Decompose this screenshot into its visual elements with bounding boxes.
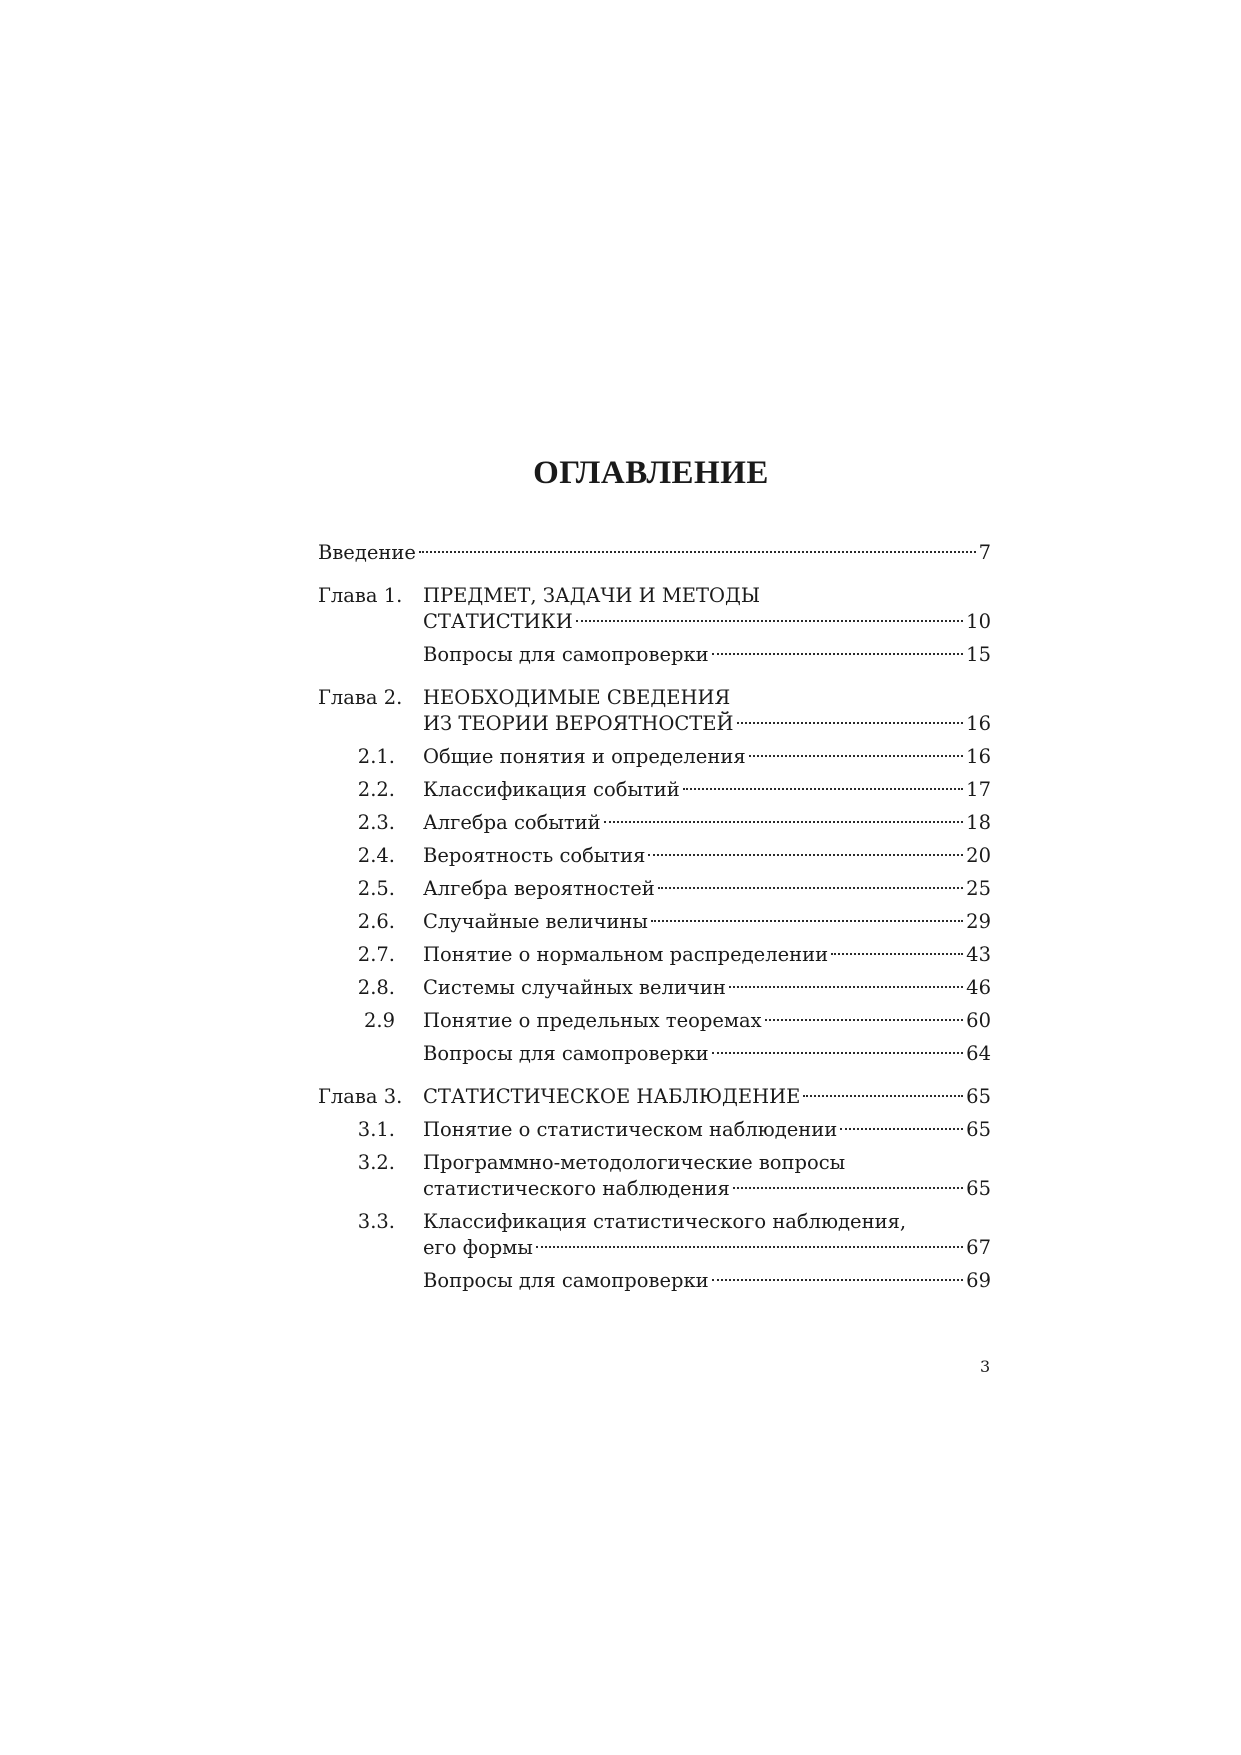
page-number: 3 (980, 1357, 991, 1376)
toc-entry-page: 64 (966, 1042, 991, 1065)
toc-entry-section-3-3[interactable] (318, 1209, 991, 1261)
toc-entry-section-3-1[interactable] (318, 1117, 991, 1143)
dot-leader (733, 1187, 963, 1189)
toc-entry-number: 2.4. (357, 844, 395, 867)
toc-entry-number: Глава 3. (318, 1085, 403, 1108)
dot-leader (712, 1052, 963, 1054)
toc-entry-title-line: статистического наблюдения (423, 1177, 730, 1200)
toc-entry-page: 17 (966, 778, 991, 801)
dot-leader (604, 821, 964, 823)
toc-entry-title: Общие понятия и определения (423, 745, 746, 768)
toc-entry-title: Понятие о нормальном распределении (423, 943, 829, 966)
toc-entry-title: Классификация событий (423, 778, 680, 801)
toc-entry-number: 3.1. (357, 1118, 395, 1141)
toc-entry-title-line: Программно-методологические вопросы (423, 1151, 846, 1174)
toc-entry-page: 46 (966, 976, 991, 999)
toc-entry-title: СТАТИСТИЧЕСКОЕ НАБЛЮДЕНИЕ (423, 1085, 801, 1108)
toc-entry-title: Вопросы для самопроверки (423, 643, 709, 666)
toc-entry-page: 16 (966, 712, 991, 735)
toc-entry-section-2-9[interactable] (318, 1008, 991, 1034)
toc-entry-number: 2.8. (357, 976, 395, 999)
toc-entry-page: 65 (966, 1118, 991, 1141)
toc-entry-page: 10 (966, 610, 991, 633)
toc-entry-section-2-1[interactable] (318, 744, 991, 770)
toc-entry-page: 67 (966, 1236, 991, 1259)
dot-leader (576, 620, 963, 622)
dot-leader (658, 887, 963, 889)
toc-entry-chapter-3[interactable] (318, 1084, 991, 1110)
toc-entry-introduction[interactable] (318, 540, 991, 566)
dot-leader (419, 551, 976, 553)
toc-entry-page: 65 (966, 1177, 991, 1200)
dot-leader (749, 755, 964, 757)
dot-leader (712, 653, 963, 655)
dot-leader (840, 1128, 963, 1130)
toc-entry-page: 60 (966, 1009, 991, 1032)
toc-entry-page: 7 (978, 541, 991, 564)
toc-entry-chapter-2[interactable] (318, 685, 991, 737)
toc-entry-number: 2.2. (357, 778, 395, 801)
toc-entry-page: 65 (966, 1085, 991, 1108)
toc-entry-number: 3.3. (357, 1210, 395, 1233)
toc-entry-number: 2.7. (357, 943, 395, 966)
toc-entry-number: 2.6. (357, 910, 395, 933)
toc-entry-title-line: НЕОБХОДИМЫЕ СВЕДЕНИЯ (423, 686, 731, 709)
toc-entry-page: 15 (966, 643, 991, 666)
toc-entry-title: Алгебра событий (423, 811, 601, 834)
dot-leader (648, 854, 963, 856)
toc-entry-section-2-5[interactable] (318, 876, 991, 902)
dot-leader (651, 920, 963, 922)
dot-leader (765, 1019, 964, 1021)
toc-entry-title: Вопросы для самопроверки (423, 1042, 709, 1065)
toc-entry-section-2-4[interactable] (318, 843, 991, 869)
dot-leader (712, 1279, 963, 1281)
dot-leader (803, 1095, 963, 1097)
toc-entry-title: Алгебра вероятностей (423, 877, 655, 900)
toc-entry-questions-3[interactable] (318, 1268, 991, 1294)
toc-entry-page: 69 (966, 1269, 991, 1292)
toc-entry-number: 2.1. (357, 745, 395, 768)
toc-entry-page: 43 (966, 943, 991, 966)
toc-entry-title-line: СТАТИСТИКИ (423, 610, 573, 633)
toc-entry-number: Глава 1. (318, 584, 403, 607)
toc-entry-page: 29 (966, 910, 991, 933)
toc-entry-title-line: ИЗ ТЕОРИИ ВЕРОЯТНОСТЕЙ (423, 712, 734, 735)
toc-entry-section-2-2[interactable] (318, 777, 991, 803)
toc-entry-title-line: его формы (423, 1236, 533, 1259)
dot-leader (729, 986, 963, 988)
page-title: ОГЛАВЛЕНИЕ (533, 455, 769, 491)
toc-entry-number: Глава 2. (318, 686, 403, 709)
toc-entry-page: 18 (966, 811, 991, 834)
toc-entry-chapter-1[interactable] (318, 583, 991, 635)
toc-entry-number: 2.5. (357, 877, 395, 900)
toc-entry-number: 2.3. (357, 811, 395, 834)
toc-entry-title: Случайные величины (423, 910, 648, 933)
toc-entry-questions-2[interactable] (318, 1041, 991, 1067)
toc-entry-number: 3.2. (357, 1151, 395, 1174)
dot-leader (737, 722, 964, 724)
toc-entry-title: Понятие о статистическом наблюдении (423, 1118, 838, 1141)
toc-entry-title: Системы случайных величин (423, 976, 726, 999)
toc-entry-number: 2.9 (363, 1009, 395, 1032)
toc-entry-title-line: Классификация статистического наблюдения, (423, 1210, 907, 1233)
toc-entry-section-2-6[interactable] (318, 909, 991, 935)
toc-entry-page: 20 (966, 844, 991, 867)
dot-leader (831, 953, 963, 955)
toc-entry-title-line: ПРЕДМЕТ, ЗАДАЧИ И МЕТОДЫ (423, 584, 761, 607)
toc-entry-section-2-7[interactable] (318, 942, 991, 968)
toc-entry-title: Вопросы для самопроверки (423, 1269, 709, 1292)
toc-entry-questions-1[interactable] (318, 642, 991, 668)
toc-entry-title: Понятие о предельных теоремах (423, 1009, 762, 1032)
toc-entry-section-2-8[interactable] (318, 975, 991, 1001)
dot-leader (683, 788, 963, 790)
toc-entry-section-3-2[interactable] (318, 1150, 991, 1202)
toc-entry-page: 16 (966, 745, 991, 768)
toc-entry-title: Введение (318, 541, 416, 564)
toc-entry-title: Вероятность события (423, 844, 646, 867)
dot-leader (536, 1246, 963, 1248)
toc-entry-page: 25 (966, 877, 991, 900)
toc-entry-section-2-3[interactable] (318, 810, 991, 836)
table-of-contents (318, 540, 991, 1301)
